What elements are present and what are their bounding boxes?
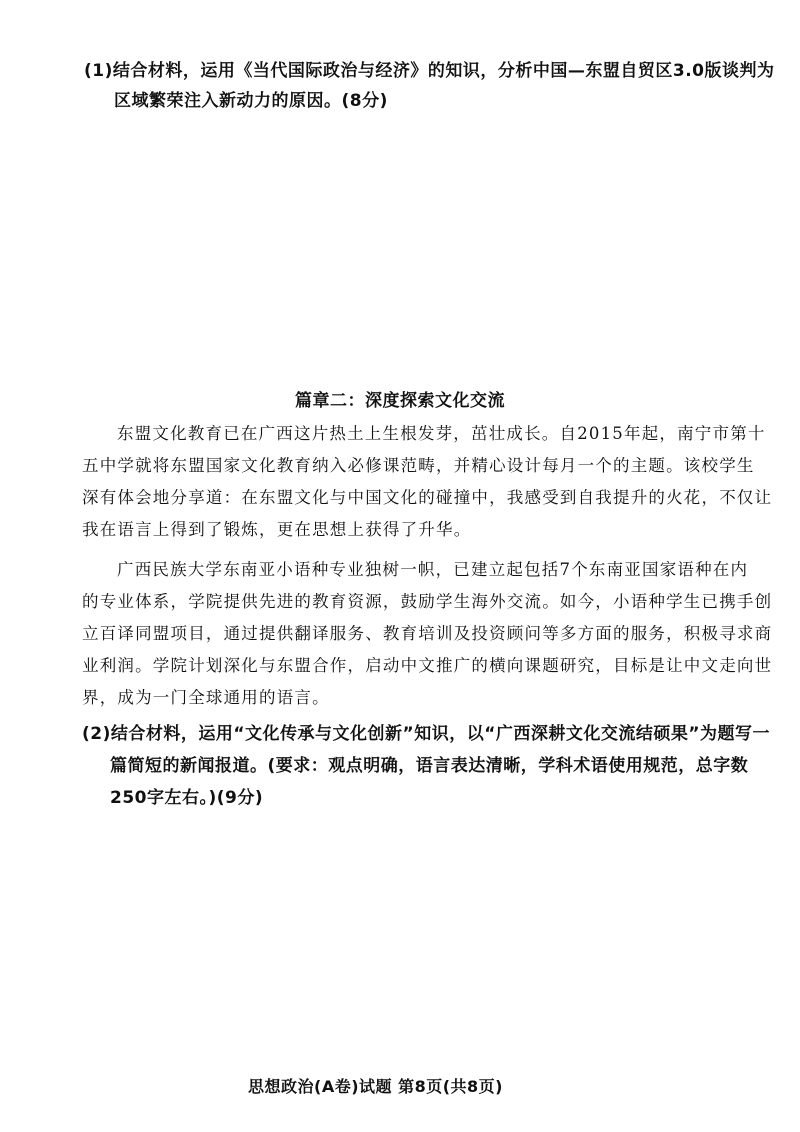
paragraph-1-line-3: 深有体会地分享道：在东盟文化与中国文化的碰撞中，我感受到自我提升的火花，不仅让 bbox=[82, 488, 773, 507]
paragraph-2-line-3: 立百译同盟项目，通过提供翻译服务、教育培训及投资顾问等多方面的服务，积极寻求商 bbox=[82, 624, 773, 643]
question-1-line-1: (1)结合材料，运用《当代国际政治与经济》的知识，分析中国—东盟自贸区3.0版谈判为 bbox=[84, 61, 775, 81]
paragraph-2-line-4: 业利润。学院计划深化与东盟合作，启动中文推广的横向课题研究，目标是让中文走向世 bbox=[82, 656, 773, 675]
question-2-line-3: 250字左右。)(9分) bbox=[110, 788, 264, 808]
paragraph-1-line-4: 我在语言上得到了锻炼，更在思想上获得了升华。 bbox=[82, 520, 472, 539]
paragraph-1-line-2: 五中学就将东盟国家文化教育纳入必修课范畴，并精心设计每月一个的主题。该校学生 bbox=[82, 456, 755, 475]
question-1-line-2: 区域繁荣注入新动力的原因。(8分) bbox=[114, 91, 388, 111]
paragraph-2-line-5: 界，成为一门全球通用的语言。 bbox=[82, 688, 330, 707]
section-2-title: 篇章二：深度探索文化交流 bbox=[295, 391, 505, 411]
question-2-line-2: 篇简短的新闻报道。(要求：观点明确，语言表达清晰，学科术语使用规范，总字数 bbox=[110, 756, 749, 776]
paragraph-1-line-1: 东盟文化教育已在广西这片热土上生根发芽，茁壮成长。自2015年起，南宁市第十 bbox=[117, 424, 766, 443]
question-2-line-1: (2)结合材料，运用“文化传承与文化创新”知识，以“广西深耕文化交流结硕果”为题写一 bbox=[82, 724, 771, 744]
page-footer: 思想政治(A卷)试题 第8页(共8页) bbox=[248, 1077, 503, 1096]
paragraph-2-line-2: 的专业体系，学院提供先进的教育资源，鼓励学生海外交流。如今，小语种学生已携手创 bbox=[82, 592, 773, 611]
paragraph-2-line-1: 广西民族大学东南亚小语种专业独树一帜，已建立起包括7个东南亚国家语种在内 bbox=[117, 560, 749, 579]
